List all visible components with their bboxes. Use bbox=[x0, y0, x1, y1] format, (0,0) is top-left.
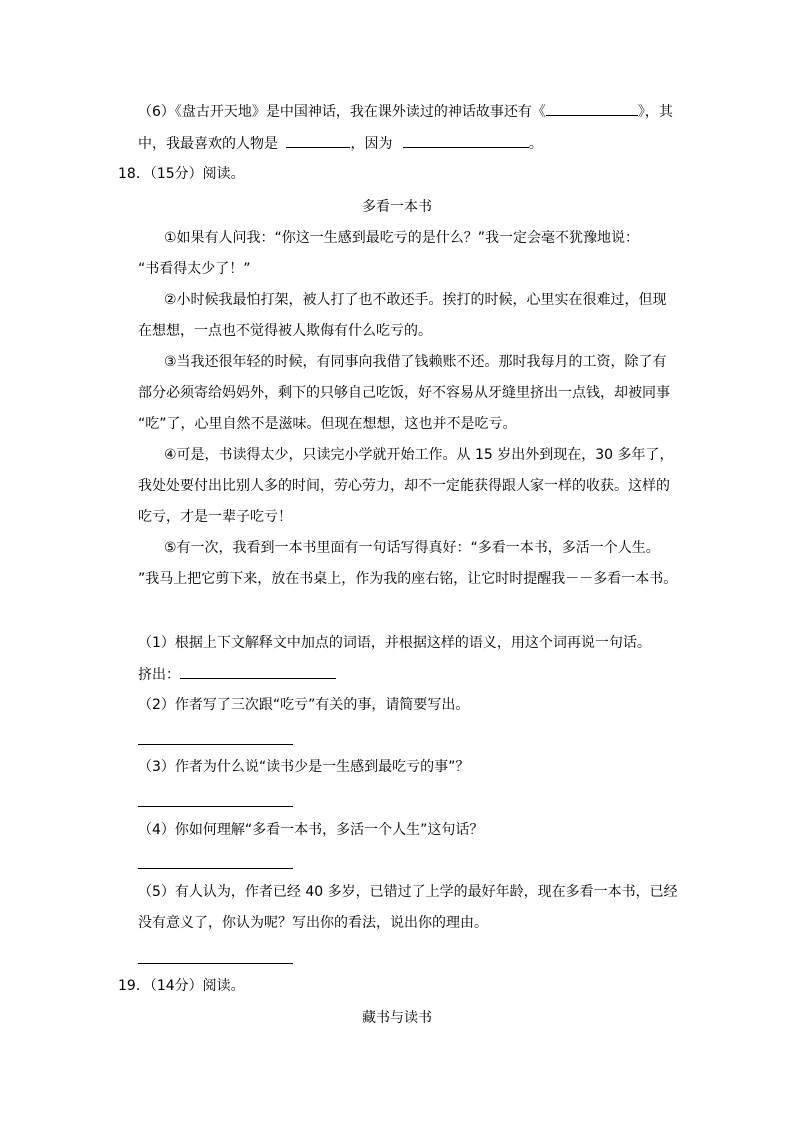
q17-part6-text-a: （6）《盘古开天地》是中国神话，我在课外读过的神话故事还有《 bbox=[138, 104, 546, 120]
q18-question-3: （3）作者为什么说“读书少是一生感到最吃亏的事”？ bbox=[138, 759, 470, 775]
q18-para2-line1: ②小时候我最怕打架，被人打了也不敢还手。挨打的时候，心里实在很难过，但现 bbox=[164, 292, 667, 308]
q18-para5-line2: ”我马上把它剪下来，放在书桌上，作为我的座右铭，让它时时提醒我－－多看一本书。 bbox=[138, 571, 678, 587]
q18-question-2: （2）作者写了三次跟“吃亏”有关的事，请简要写出。 bbox=[138, 697, 470, 713]
q18-para4-line2: 我处处要付出比别人多的时间，劳心劳力，却不一定能获得跟人家一样的收获。这样的 bbox=[138, 478, 670, 494]
q18-para4-line1: ④可是，书读得太少，只读完小学就开始工作。从 15 岁出外到现在，30 多年了， bbox=[164, 447, 674, 463]
q18-para2-line2: 在想想，一点也不觉得被人欺侮有什么吃亏的。 bbox=[138, 323, 432, 339]
q17-part6-line2 bbox=[138, 133, 543, 154]
q18-question-1-answer-blank[interactable] bbox=[180, 664, 336, 679]
q18-para1-line2: “书看得太少了！” bbox=[138, 261, 251, 277]
q18-question-1-word: 挤出： bbox=[138, 667, 180, 683]
q17-part6-blank-myth[interactable] bbox=[546, 101, 638, 116]
q18-para3-line2: 部分必须寄给妈妈外，剩下的只够自己吃饭，好不容易从牙缝里挤出一点钱，却被同事 bbox=[138, 385, 670, 401]
q18-question-4-answer-line[interactable] bbox=[138, 868, 293, 869]
q17-part6-text-b: 》，其 bbox=[637, 104, 673, 120]
q18-para5-line1: ⑤有一次，我看到一本书里面有一句话写得真好：“多看一本书，多活一个人生。 bbox=[164, 540, 660, 556]
q19-passage-title: 藏书与读书 bbox=[362, 1010, 432, 1026]
q18-question-4: （4）你如何理解“多看一本书，多活一个人生”这句话？ bbox=[138, 822, 484, 838]
q18-header: 18．（15分）阅读。 bbox=[118, 166, 245, 182]
q18-para1-line1: ①如果有人问我：“你这一生感到最吃亏的是什么？”我一定会毫不犹豫地说： bbox=[164, 230, 640, 246]
q17-part6-blank-reason[interactable] bbox=[403, 133, 529, 148]
q18-question-3-answer-line[interactable] bbox=[138, 806, 293, 807]
q17-part6-blank-character[interactable] bbox=[286, 133, 350, 148]
q18-para3-line1: ③当我还很年轻的时候，有同事向我借了钱赖账不还。那时我每月的工资，除了有 bbox=[164, 354, 667, 370]
q18-question-5-line2: 没有意义了，你认为呢？写出你的看法，说出你的理由。 bbox=[138, 915, 488, 931]
q18-question-2-answer-line[interactable] bbox=[138, 744, 293, 745]
q18-para4-line3: 吃亏，才是一辈子吃亏！ bbox=[138, 509, 292, 525]
q17-part6-text-c: 中，我最喜欢的人物是 bbox=[138, 136, 278, 152]
q18-passage-title: 多看一本书 bbox=[362, 199, 432, 215]
q18-para3-line3: “吃”了，心里自然不是滋味。但现在想想，这也并不是吃亏。 bbox=[138, 416, 517, 432]
q17-part6-line1 bbox=[138, 101, 673, 122]
q19-header: 19．（14分）阅读。 bbox=[118, 978, 245, 994]
q18-question-1: （1）根据上下文解释文中加点的词语，并根据这样的语义，用这个词再说一句话。 bbox=[138, 635, 651, 651]
q18-question-1-sub bbox=[138, 664, 336, 685]
q18-question-5-answer-line[interactable] bbox=[138, 963, 293, 964]
q18-question-5-line1: （5）有人认为，作者已经 40 多岁，已错过了上学的最好年龄，现在多看一本书，已经 bbox=[138, 884, 678, 900]
q17-part6-text-e: 。 bbox=[528, 136, 543, 152]
q17-part6-text-d: ，因为 bbox=[350, 136, 393, 152]
